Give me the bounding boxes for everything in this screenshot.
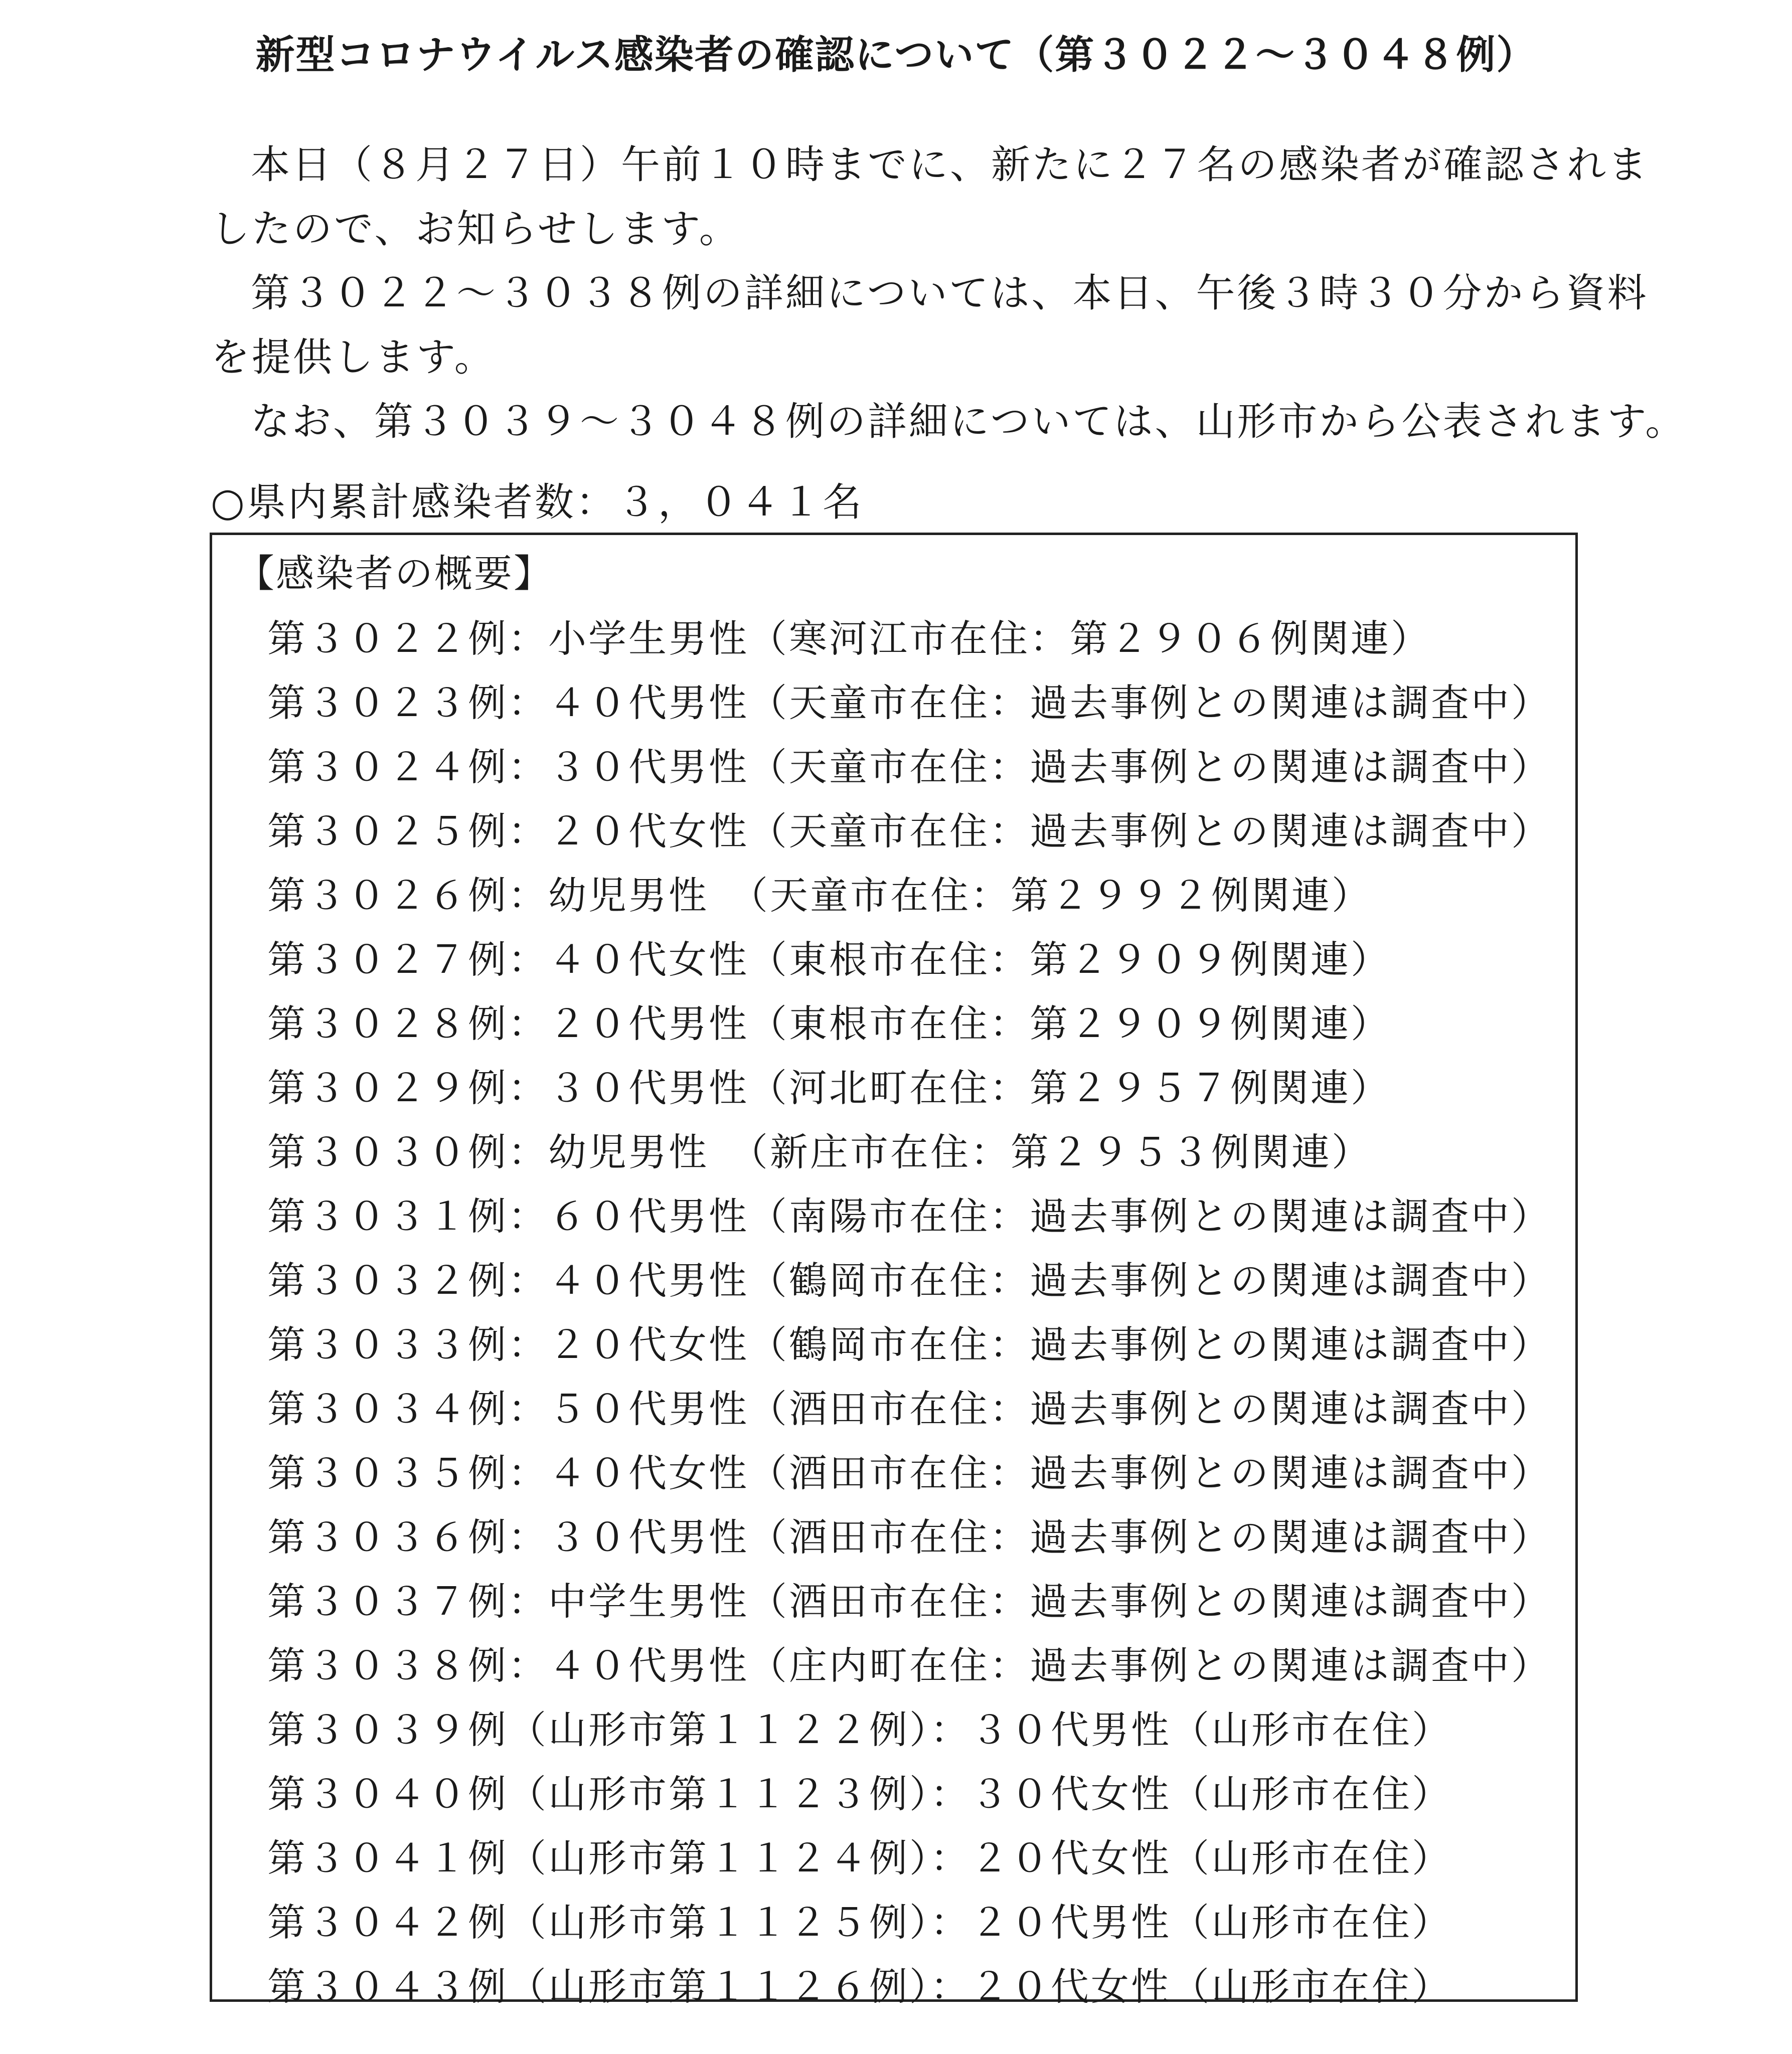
- case-item: 第３０３９例（山形市第１１２２例）：３０代男性（山形市在住）: [267, 1707, 1452, 1752]
- document-title: 新型コロナウイルス感染者の確認について（第３０２２～３０４８例）: [255, 33, 1537, 78]
- case-item: 第３０３０例：幼児男性 （新庄市在住：第２９５３例関連）: [267, 1130, 1372, 1174]
- paragraph-line: なお、第３０３９～３０４８例の詳細については、山形市から公表されます。: [251, 399, 1687, 444]
- case-item: 第３０４１例（山形市第１１２４例）：２０代女性（山形市在住）: [267, 1836, 1452, 1880]
- case-item: 第３０３７例：中学生男性（酒田市在住：過去事例との関連は調査中）: [267, 1579, 1551, 1624]
- case-item: 第３０２７例：４０代女性（東根市在住：第２９０９例関連）: [267, 937, 1391, 982]
- paragraph-details: [211, 261, 1649, 390]
- case-item: 第３０３６例：３０代男性（酒田市在住：過去事例との関連は調査中）: [267, 1515, 1551, 1560]
- case-item: 第３０２６例：幼児男性 （天童市在住：第２９９２例関連）: [267, 873, 1372, 918]
- case-item: 第３０３１例：６０代男性（南陽市在住：過去事例との関連は調査中）: [267, 1194, 1551, 1239]
- case-item: 第３０４３例（山形市第１１２６例）：２０代女性（山形市在住）: [267, 1964, 1452, 2009]
- case-item: 第３０３３例：２０代女性（鶴岡市在住：過去事例との関連は調査中）: [267, 1322, 1551, 1367]
- case-summary-heading: 【感染者の概要】: [236, 551, 553, 596]
- paragraph-yamagata-city-note: [211, 390, 1687, 454]
- case-summary-box: [210, 533, 1578, 2009]
- paragraph-line: したので、お知らせします。: [211, 207, 740, 252]
- case-item: 第３０４２例（山形市第１１２５例）：２０代男性（山形市在住）: [267, 1900, 1452, 1945]
- case-item: 第３０２３例：４０代男性（天童市在住：過去事例との関連は調査中）: [267, 680, 1551, 725]
- case-item: 第３０３５例：４０代女性（酒田市在住：過去事例との関連は調査中）: [267, 1451, 1551, 1495]
- case-item: 第３０３８例：４０代男性（庄内町在住：過去事例との関連は調査中）: [267, 1643, 1551, 1688]
- case-item: 第３０３４例：５０代男性（酒田市在住：過去事例との関連は調査中）: [267, 1387, 1551, 1431]
- case-item: 第３０３２例：４０代男性（鶴岡市在住：過去事例との関連は調査中）: [267, 1258, 1551, 1303]
- case-item: 第３０２９例：３０代男性（河北町在住：第２９５７例関連）: [267, 1066, 1391, 1110]
- paragraph-line: 第３０２２～３０３８例の詳細については、本日、午後３時３０分から資料: [251, 271, 1649, 316]
- cumulative-infection-count: ○県内累計感染者数：３，０４１名: [211, 480, 864, 525]
- paragraph-line: 本日（８月２７日）午前１０時までに、新たに２７名の感染者が確認されま: [251, 142, 1650, 188]
- case-item: 第３０２４例：３０代男性（天童市在住：過去事例との関連は調査中）: [267, 745, 1551, 789]
- case-item: 第３０２８例：２０代男性（東根市在住：第２９０９例関連）: [267, 1001, 1391, 1046]
- paragraph-announcement: [211, 133, 1650, 261]
- case-item: 第３０２２例：小学生男性（寒河江市在住：第２９０６例関連）: [267, 616, 1431, 661]
- paragraph-line: を提供します。: [211, 335, 496, 380]
- case-list: [267, 611, 1551, 2023]
- case-item: 第３０４０例（山形市第１１２３例）：３０代女性（山形市在住）: [267, 1772, 1452, 1816]
- case-item: 第３０２５例：２０代女性（天童市在住：過去事例との関連は調査中）: [267, 809, 1551, 853]
